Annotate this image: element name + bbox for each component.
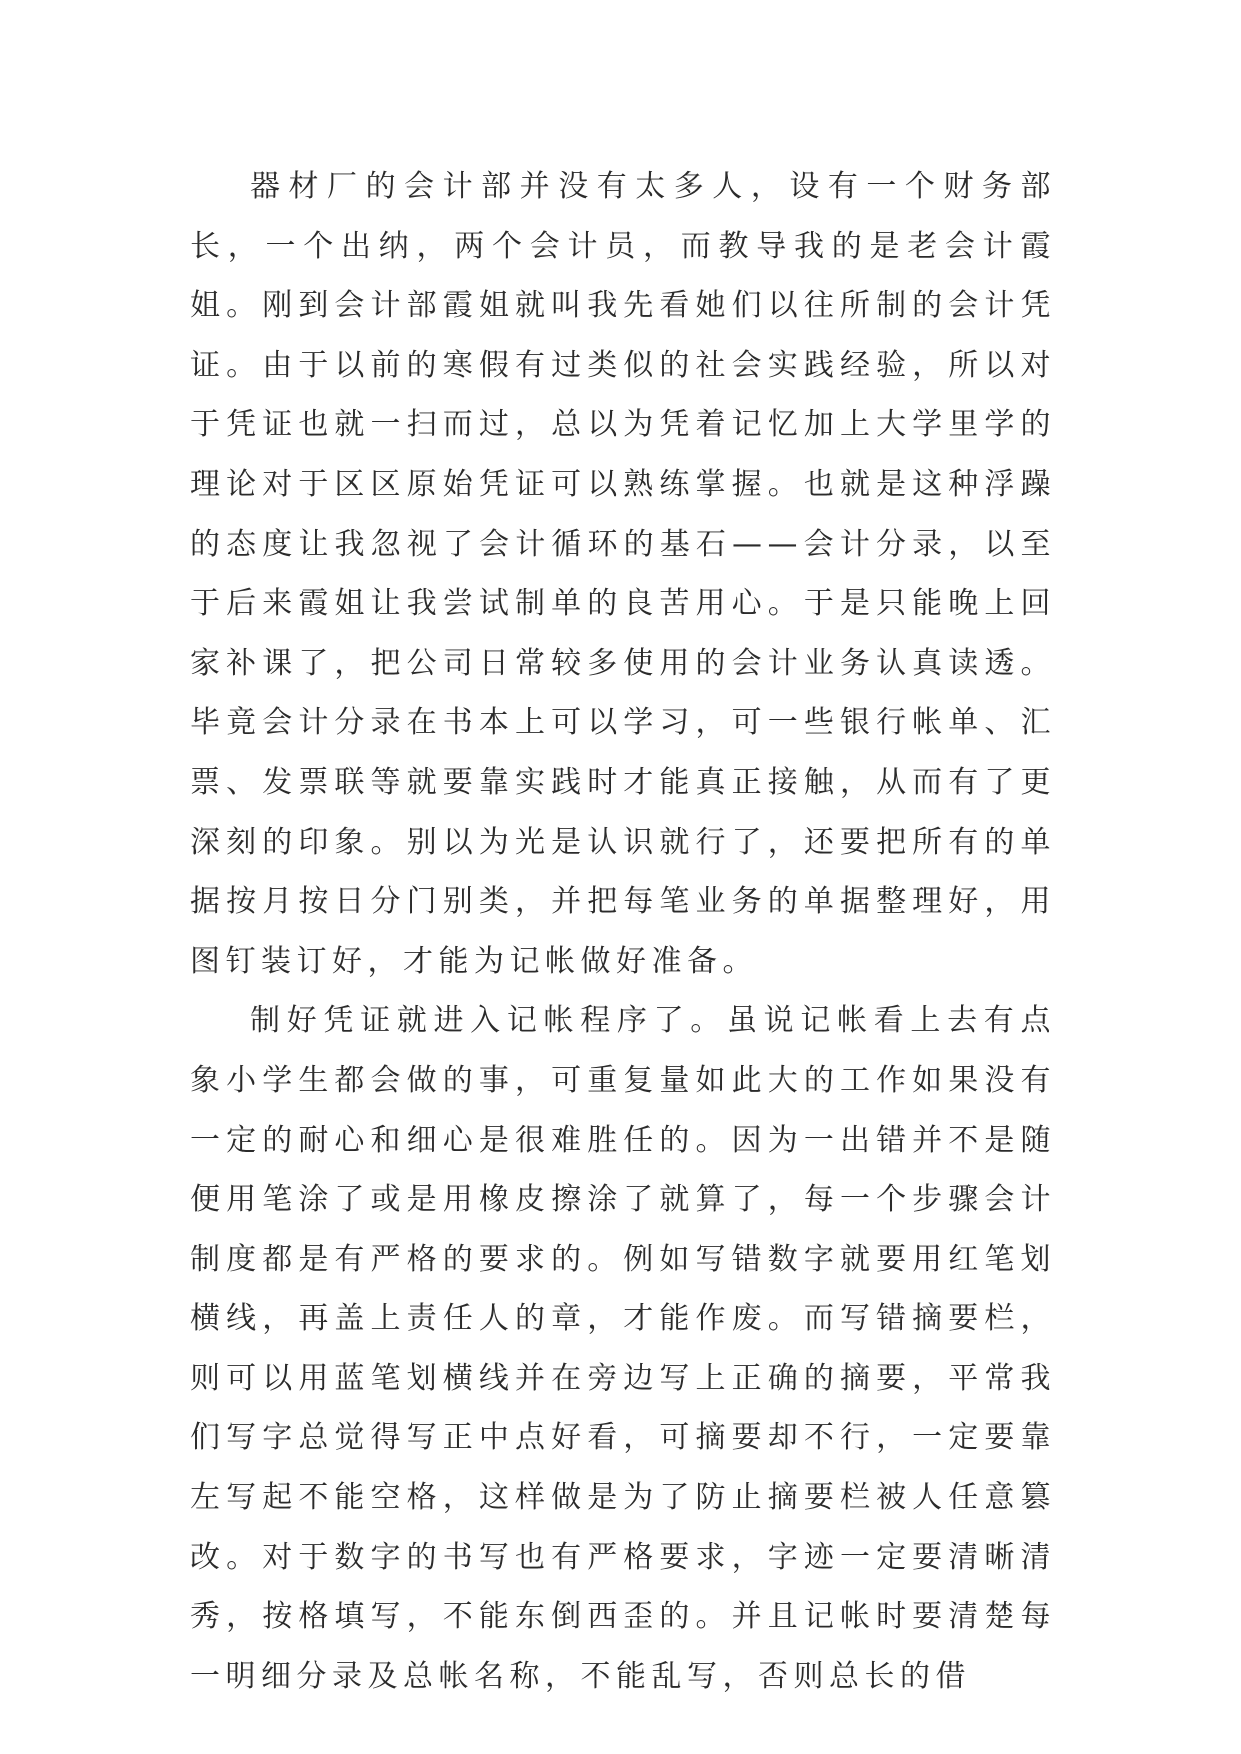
body-text [190, 157, 1056, 1706]
paragraph-1: 器材厂的会计部并没有太多人，设有一个财务部长，一个出纳，两个会计员，而教导我的是老会计霞姐。刚到会计部霞姐就叫我先看她们以往所制的会计凭证。由于以前的寒假有过类似的社会实践经验，所以对于凭证也就一扫而过，总以为凭着记忆加上大学里学的理论对于区区原始凭证可以熟练掌握。也就是这种浮躁的态度让我忽视了会计循环的基石——会计分录，以至于后来霞姐让我尝试制单的良苦用心。于是只能晚上回家补课了，把公司日常较多使用的会计业务认真读透。毕竟会计分录在书本上可以学习，可一些银行帐单、汇票、发票联等就要靠实践时才能真正接触，从而有了更深刻的印象。别以为光是认识就行了，还要把所有的单据按月按日分门别类，并把每笔业务的单据整理好，用图钉装订好，才能为记帐做好准备。 [190, 169, 1056, 979]
paragraph-2: 制好凭证就进入记帐程序了。虽说记帐看上去有点象小学生都会做的事，可重复量如此大的工作如果没有一定的耐心和细心是很难胜任的。因为一出错并不是随便用笔涂了或是用橡皮擦涂了就算了，每一个步骤会计制度都是有严格的要求的。例如写错数字就要用红笔划横线，再盖上责任人的章，才能作废。而写错摘要栏，则可以用蓝笔划横线并在旁边写上正确的摘要，平常我们写字总觉得写正中点好看，可摘要却不行，一定要靠左写起不能空格，这样做是为了防止摘要栏被人任意篡改。对于数字的书写也有严格要求，字迹一定要清晰清秀，按格填写，不能东倒西歪的。并且记帐时要清楚每一明细分录及总帐名称，不能乱写，否则总长的借 [190, 1003, 1056, 1694]
